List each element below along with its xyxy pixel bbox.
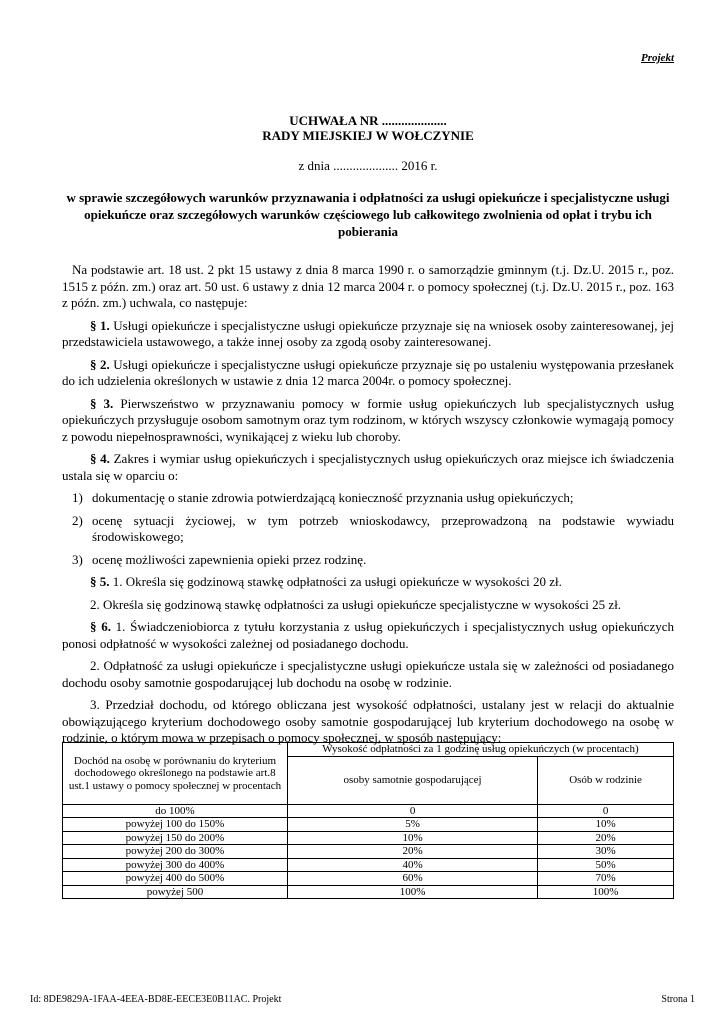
income-header: Dochód na osobę w porównaniu do kryterium dochodowego określonego na podstawie art.8 ust.1 ustawy o pomocy społecznej w procentach [63,743,288,805]
table-row: powyżej 500 100% 100% [63,885,674,899]
resolution-title [62,113,674,143]
table-row: powyżej 200 do 300% 20% 30% [63,845,674,859]
table-row: do 100% 0 0 [63,804,674,818]
fee-group-header: Wysokość odpłatności za 1 godzinę usług opiekuńczych (w procentach) [288,743,674,757]
projekt-label: Projekt [641,52,674,64]
page-number: Strona 1 [661,994,695,1005]
fee-table [62,742,674,899]
list-item: 1) dokumentację o stanie zdrowia potwierdzającą konieczność przyznania usług opiekuńczych; [72,490,574,505]
document-body [62,262,674,753]
list-item: 3) ocenę możliwości zapewnienia opieki przez rodzinę. [72,551,367,567]
paragraph-6: § 6. 1. Świadczeniobiorca z tytułu korzystania z usług opiekuńczych i specjalistycznych usług opiekuńczych ponosi odpłatność w wysokości zależnej od posiadanego dochodu. [62,619,674,651]
list-item: 2) ocenę sytuacji życiowej, w tym potrzeb wnioskodawcy, przeprowadzoną na podstawie wywiadu środowiskowego; [72,512,674,544]
paragraph-1: § 1. Usługi opiekuńcze i specjalistyczne usługi opiekuńcze przyznaje się na wniosek osoby zainteresowanej, jej przedstawiciela ustawowego, a także innej osoby za zgodą osoby zainteresowanej. [62,317,675,349]
table-row: powyżej 100 do 150% 5% 10% [63,818,674,832]
paragraph-6-2: 2. Odpłatność za usługi opiekuńcze i specjalistyczne usługi opiekuńcze ustala się w zależności od posiadanego dochodu osoby samotnie gospodarującej lub dochodu na osobę w rodzinie. [62,658,674,690]
paragraph-2: § 2. Usługi opiekuńcze i specjalistyczne usługi opiekuńcze przyznaje się po ustaleniu występowania przesłanek do ich udzielenia określonych w ustawie z dnia 12 marca 2004r. o pomocy społecznej. [62,356,675,388]
resolution-subject: w sprawie szczegółowych warunków przyznawania i odpłatności za usługi opiekuńcze i specjalistyczne usługi opiekuńcze oraz szczegółowych warunków częściowego lub całkowitego zwolnienia od opłat i trybu ich pobierania [66,190,670,239]
paragraph-5: § 5. 1. Określa się godzinową stawkę odpłatności za usługi opiekuńcze w wysokości 20 zł. [90,574,562,589]
document-id: Id: 8DE9829A-1FAA-4EEA-BD8E-EECE3E0B11AC. Projekt [30,994,282,1005]
single-header: osoby samotnie gospodarującej [288,756,538,804]
title-line-2: RADY MIEJSKIEJ W WOŁCZYNIE [262,128,474,143]
paragraph-4: § 4. Zakres i wymiar usług opiekuńczych i specjalistycznych usług opiekuńczych oraz miejsce ich świadczenia ustala się w oparciu o: [62,451,674,483]
title-line-1: UCHWAŁA NR .................... [289,113,447,128]
paragraph-6-3: 3. Przedział dochodu, od którego obliczana jest wysokość odpłatności, ustalany jest w relacji do aktualnie obowiązującego kryterium dochodowego osoby samotnie gospodarującej lub kryterium dochodowego na osobę w rodzinie, o którym mowa w przepisach o pomocy społecznej, w sposób następujący: [62,697,674,745]
paragraph-3: § 3. Pierwszeństwo w przyznawaniu pomocy w formie usług opiekuńczych lub specjalistycznych usług opiekuńczych przysługuje osobom samotnym oraz tym rodzinom, w których wszyscy członkowie wymagają pomocy z powodu niepełnosprawności, wynikającej z wieku lub choroby. [62,395,674,444]
family-header: Osób w rodzinie [538,756,674,804]
preamble: Na podstawie art. 18 ust. 2 pkt 15 ustawy z dnia 8 marca 1990 r. o samorządzie gminnym (t.j. Dz.U. 2015 r., poz. 1515 z późn. zm.) oraz art. 50 ust. 6 ustawy z dnia 12 marca 2004 r. o pomocy społecznej (t.j. Dz.U. 2015 r., poz. 163 z późn. zm.) uchwala, co następuje: [62,262,674,310]
table-row: powyżej 150 do 200% 10% 20% [63,831,674,845]
table-row: powyżej 300 do 400% 40% 50% [63,858,674,872]
table-row: powyżej 400 do 500% 60% 70% [63,872,674,886]
paragraph-5-2: 2. Określa się godzinową stawkę odpłatności za usługi opiekuńcze specjalistyczne w wysokości 25 zł. [90,596,622,612]
resolution-date: z dnia .................... 2016 r. [298,158,438,173]
